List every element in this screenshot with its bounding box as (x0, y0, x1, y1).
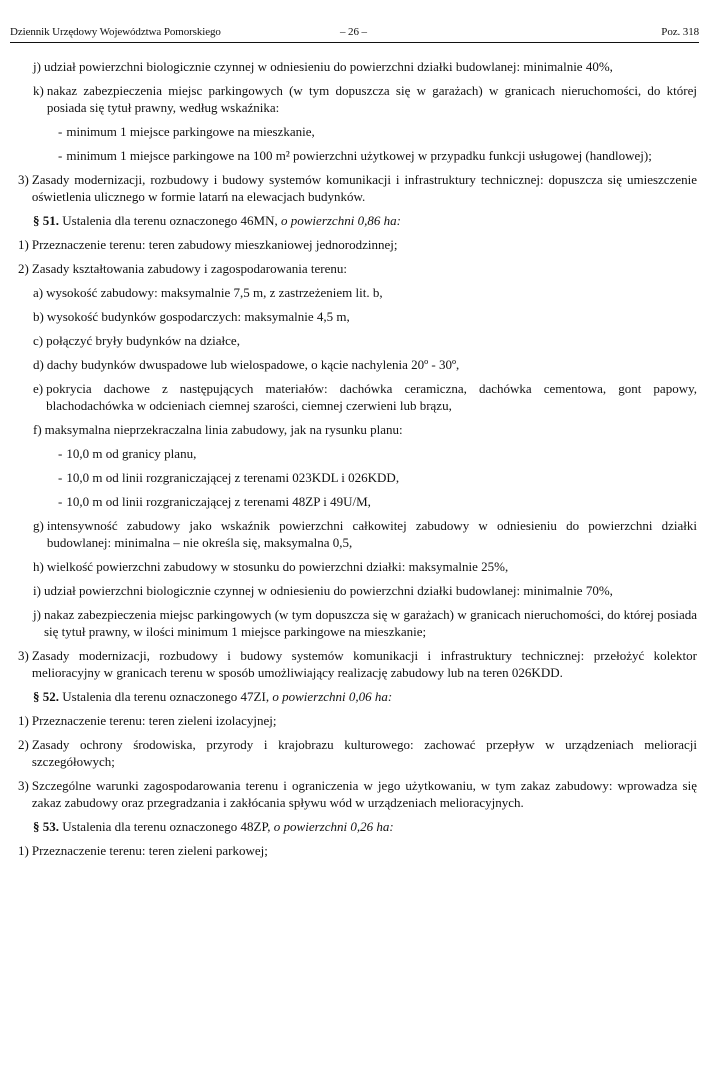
list-item (18, 260, 697, 277)
list-marker: c) (33, 333, 44, 348)
list-item-text: udział powierzchni biologicznie czynnej w odniesieniu do powierzchni działki budowlanej: minimalnie 70%, (43, 583, 613, 598)
list-item-text: 10,0 m od linii rozgraniczającej z terenami 023KDL i 026KDD, (66, 470, 400, 485)
journal-title: Dziennik Urzędowy Województwa Pomorskiego (10, 26, 221, 38)
document-body (18, 58, 697, 866)
list-item-text: wielkość powierzchni zabudowy w stosunku do powierzchni działki: maksymalnie 25%, (46, 559, 509, 574)
list-item-text: Zasady kształtowania zabudowy i zagospodarowania terenu: (31, 261, 347, 276)
list-marker: g) (33, 518, 44, 533)
list-item (18, 58, 697, 75)
list-item (18, 558, 697, 575)
list-marker: 1) (18, 713, 29, 728)
list-item (18, 736, 697, 770)
list-item-text: minimum 1 miejsce parkingowe na 100 m² powierzchni użytkowej w przypadku funkcji usługowej (handlowej); (66, 148, 652, 163)
list-marker: - (58, 446, 63, 461)
list-item-text: Szczególne warunki zagospodarowania terenu i ograniczenia w jego użytkowaniu, w tym zakaz zabudowy: wprowadza się zakaz zabudowy oraz przegradzania i zakłócania spływu wód w urządzeniach melioracyjnych. (31, 778, 697, 810)
section-text: Ustalenia dla terenu oznaczonego 47ZI, (62, 689, 270, 704)
list-item-text: Przeznaczenie terenu: teren zabudowy mieszkaniowej jednorodzinnej; (31, 237, 398, 252)
list-marker: - (58, 470, 63, 485)
list-item-text: połączyć bryły budynków na działce, (46, 333, 240, 348)
section-number: § 51. (33, 213, 59, 228)
list-item (18, 380, 697, 414)
list-marker: h) (33, 559, 44, 574)
list-item-text: minimum 1 miejsce parkingowe na mieszkanie, (66, 124, 315, 139)
list-marker: - (58, 148, 63, 163)
list-item-text: nakaz zabezpieczenia miejsc parkingowych (w tym dopuszcza się w garażach) w granicach nieruchomości, do której posiada się tytuł prawny, według wskaźnika: (46, 83, 697, 115)
section-area: o powierzchni 0,06 ha: (272, 689, 393, 704)
list-marker: - (58, 494, 63, 509)
list-item-text: Przeznaczenie terenu: teren zieleni izolacyjnej; (31, 713, 277, 728)
list-marker: d) (33, 357, 44, 372)
list-item (18, 777, 697, 811)
position-number: Poz. 318 (661, 26, 699, 38)
list-item (18, 606, 697, 640)
list-item (18, 147, 697, 164)
section-area: o powierzchni 0,86 ha: (281, 213, 401, 228)
list-marker: 3) (18, 648, 29, 663)
list-marker: i) (33, 583, 41, 598)
list-marker: 1) (18, 237, 29, 252)
list-marker: j) (33, 607, 41, 622)
list-item (18, 356, 697, 373)
list-item-text: Zasady modernizacji, rozbudowy i budowy systemów komunikacji i infrastruktury technicznej: dopuszcza się umieszczenie oświetlenia ulicznego w formie latarń na elewacjach budynków. (31, 172, 697, 204)
section-text: Ustalenia dla terenu oznaczonego 46MN, (62, 213, 278, 228)
list-item-text: pokrycia dachowe z następujących materiałów: dachówka ceramiczna, dachówka cementowa, gont papowy, blachodachówka w odcieniach ciemnej szarości, ciemnej czerwieni lub brązu, (46, 381, 697, 413)
list-item (18, 493, 697, 510)
section-text: Ustalenia dla terenu oznaczonego 48ZP, (62, 819, 271, 834)
list-item-text: Przeznaczenie terenu: teren zieleni parkowej; (31, 843, 268, 858)
section-heading (18, 688, 697, 705)
list-item (18, 236, 697, 253)
header-rule (10, 42, 699, 43)
list-item (18, 842, 697, 859)
section-heading (18, 212, 697, 229)
list-item (18, 469, 697, 486)
list-item (18, 445, 697, 462)
section-number: § 52. (33, 689, 59, 704)
page-number: – 26 – (340, 26, 367, 38)
page-header (10, 26, 699, 38)
section-area: o powierzchni 0,26 ha: (273, 819, 394, 834)
list-item-text: Zasady ochrony środowiska, przyrody i krajobrazu kulturowego: zachować przepływ w urządzeniach melioracji szczegółowych; (31, 737, 697, 769)
list-marker: 3) (18, 172, 29, 187)
list-item-text: wysokość zabudowy: maksymalnie 7,5 m, z zastrzeżeniem lit. b, (46, 285, 383, 300)
list-marker: - (58, 124, 63, 139)
list-item (18, 712, 697, 729)
list-item (18, 171, 697, 205)
list-item (18, 421, 697, 438)
list-marker: b) (33, 309, 44, 324)
list-marker: 2) (18, 261, 29, 276)
list-item (18, 82, 697, 116)
list-item (18, 517, 697, 551)
list-item-text: dachy budynków dwuspadowe lub wielospadowe, o kącie nachylenia 20º - 30º, (46, 357, 460, 372)
list-item (18, 582, 697, 599)
list-item (18, 284, 697, 301)
list-item (18, 123, 697, 140)
list-item-text: 10,0 m od granicy planu, (66, 446, 197, 461)
list-marker: e) (33, 381, 44, 396)
list-item-text: wysokość budynków gospodarczych: maksymalnie 4,5 m, (46, 309, 350, 324)
list-marker: 1) (18, 843, 29, 858)
list-marker: f) (33, 422, 42, 437)
list-marker: a) (33, 285, 44, 300)
list-item (18, 308, 697, 325)
list-item (18, 647, 697, 681)
list-marker: j) (33, 59, 41, 74)
list-item-text: 10,0 m od linii rozgraniczającej z terenami 48ZP i 49U/M, (66, 494, 371, 509)
list-marker: 2) (18, 737, 29, 752)
list-item-text: intensywność zabudowy jako wskaźnik powierzchni całkowitej zabudowy w odniesieniu do powierzchni działki budowlanej: minimalna – nie określa się, maksymalna 0,5, (46, 518, 697, 550)
list-item (18, 332, 697, 349)
list-marker: 3) (18, 778, 29, 793)
section-number: § 53. (33, 819, 59, 834)
list-item-text: maksymalna nieprzekraczalna linia zabudowy, jak na rysunku planu: (44, 422, 403, 437)
list-item-text: nakaz zabezpieczenia miejsc parkingowych (w tym dopuszcza się w garażach) w granicach nieruchomości, do której posiada się tytuł prawny, w ilości minimum 1 miejsce parkingowe na mieszkanie; (43, 607, 697, 639)
list-item-text: udział powierzchni biologicznie czynnej w odniesieniu do powierzchni działki budowlanej: minimalnie 40%, (43, 59, 613, 74)
section-heading (18, 818, 697, 835)
list-item-text: Zasady modernizacji, rozbudowy i budowy systemów komunikacji i infrastruktury technicznej: przełożyć kolektor melioracyjny w granicach terenu w sposób umożliwiający realizację zabudowy lub na teren 026KDD. (31, 648, 697, 680)
list-marker: k) (33, 83, 44, 98)
